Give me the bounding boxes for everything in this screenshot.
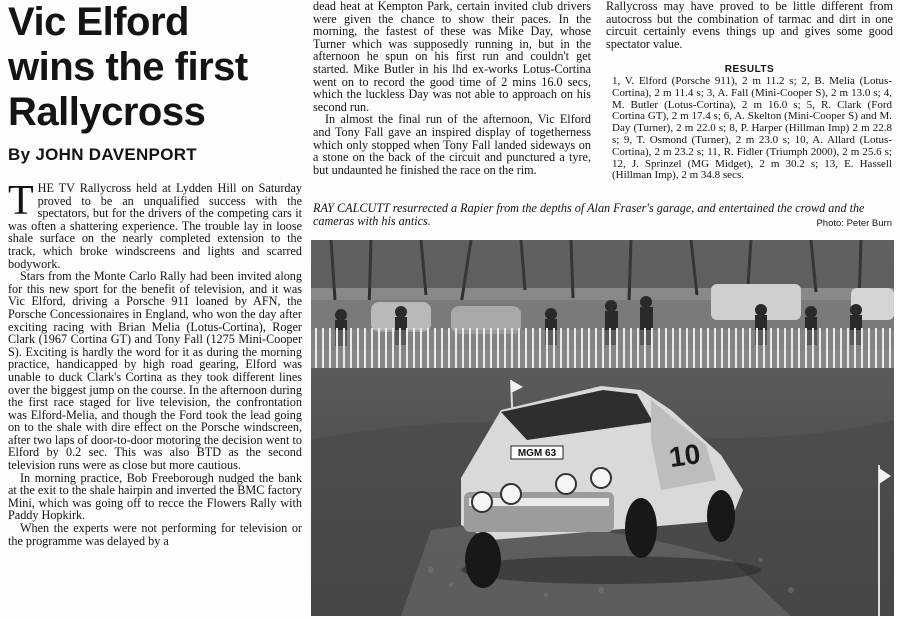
results-list: 1, V. Elford (Porsche 911), 2 m 11.2 s; 2, B. Melia (Lotus-Cortina), 2 m 11.4 s; 3, A. Fall (Mini-Cooper S), 2 m 13.0 s; 4, M. Butler (Lotus-Cortina), 2 m 16.0 s; 5, R. Clark (Ford Cortina GT), 2 m 17.4 s; 6, A. Skelton (Mini-Cooper S) and M. Day (Turner), 2 m 22.0 s; 8, P. Harper (Hillman Imp) 2 m 22.8 s; 9, T. Osmond (Turner), 2 m 23.0 s; 10, A. Allard (Lotus-Cortina), 2 m 23.2 s; 11, R. Fidler (Triumph 2000), 2 m 25.6 s; 12, J. Sprinzel (MG Midget), 2 m 30.2 s; 13, E. Hassell (Hillman Imp), 2 m 34.8 secs. [612,75,892,182]
headline-line-3: Rallycross [8,90,206,134]
article-column-1 [8,178,302,548]
headline-line-2: wins the first [8,45,248,89]
article-paragraph: When the experts were not performing for television or the programme was delayed by a [8,521,302,548]
photo-credit: Photo: Peter Burn [816,218,892,229]
photo-illustration [311,240,894,616]
photo-caption [313,202,895,228]
caption-text: RAY CALCUTT resurrected a Rapier from the depths of Alan Fraser's garage, and entertained the crowd and the cameras with his antics. [313,201,865,228]
rallycross-photo [311,240,894,616]
article-paragraph: In almost the final run of the afternoon, Vic Elford and Tony Fall gave an inspired display of togetherness which only stopped when Tony Fall landed sideways on a stone on the back of the circuit and punctured a tyre, but undaunted he finished the race on the rim. [313,112,591,177]
results-heading: RESULTS [724,64,775,75]
article-paragraph: Stars from the Monte Carlo Rally had been invited along for this new sport for the benefit of television, and it was Vic Elford, driving a Porsche 911 loaned by AFN, the Porsche Concessionaires in England, who won the day after exciting racing with Brian Melia (Lotus-Cortina), Roger Clark (1967 Cortina GT) and Tony Fall (1275 Mini-Cooper S). Exciting is hardly the word for it as during the morning practice, handicapped by high road gearing, Elford was unable to duck Clark's Cortina as they took different lines over the biggest jump on the course. In the afternoon during the first race staged for live television, the confrontation was Elford-Melia, and though the Ford took the lead going on to the shale with dire effect on the Porsche windscreen, after two laps of door-to-door motoring the decision went to Elford by 0.2 sec. This was also BTD as the second television runs were as close but more cautious. [8,269,302,473]
drop-cap: T [8,178,34,224]
headline [8,0,300,135]
article-paragraph: In morning practice, Bob Freeborough nudged the bank at the exit to the shale hairpin and inverted the BMC factory Mini, which was going off to recce the Flowers Rally with Paddy Hopkirk. [8,470,302,523]
article-paragraph: dead heat at Kempton Park, certain invited club drivers were given the chance to show their paces. In the morning, the fastest of these was Mike Day, whose Turner which was supposedly running in, but in the afternoon he spun on his first run and couldn't get started. Mike Butler in his lhd ex-works Lotus-Cortina went on to record the good time of 2 mins 16.0 secs, which the luckless Day was not able to approach on his second run. [313,0,591,114]
number-plate: MGM 63 [517,448,557,459]
chestnut-paling-fence [311,328,894,368]
article-column-3 [606,0,893,50]
byline: By JOHN DAVENPORT [8,145,197,164]
article-paragraph: THE TV Rallycross held at Lydden Hill on Saturday proved to be an unqualified success with the spectators, but for the drivers of the competing cars it was often a shattering experience. The trouble lay in loose shale surface on the nearly completed extension to the track, which broke windscreens and lights and scarred bodywork. [8,178,302,271]
article-column-2 [313,0,591,176]
article-paragraph: Rallycross may have proved to be little different from autocross but the combination of tarmac and dirt in one circuit certainly evens things up and gives some good spectator value. [606,0,893,51]
headline-line-1: Vic Elford [8,0,189,44]
door-number: 10 [667,438,703,474]
